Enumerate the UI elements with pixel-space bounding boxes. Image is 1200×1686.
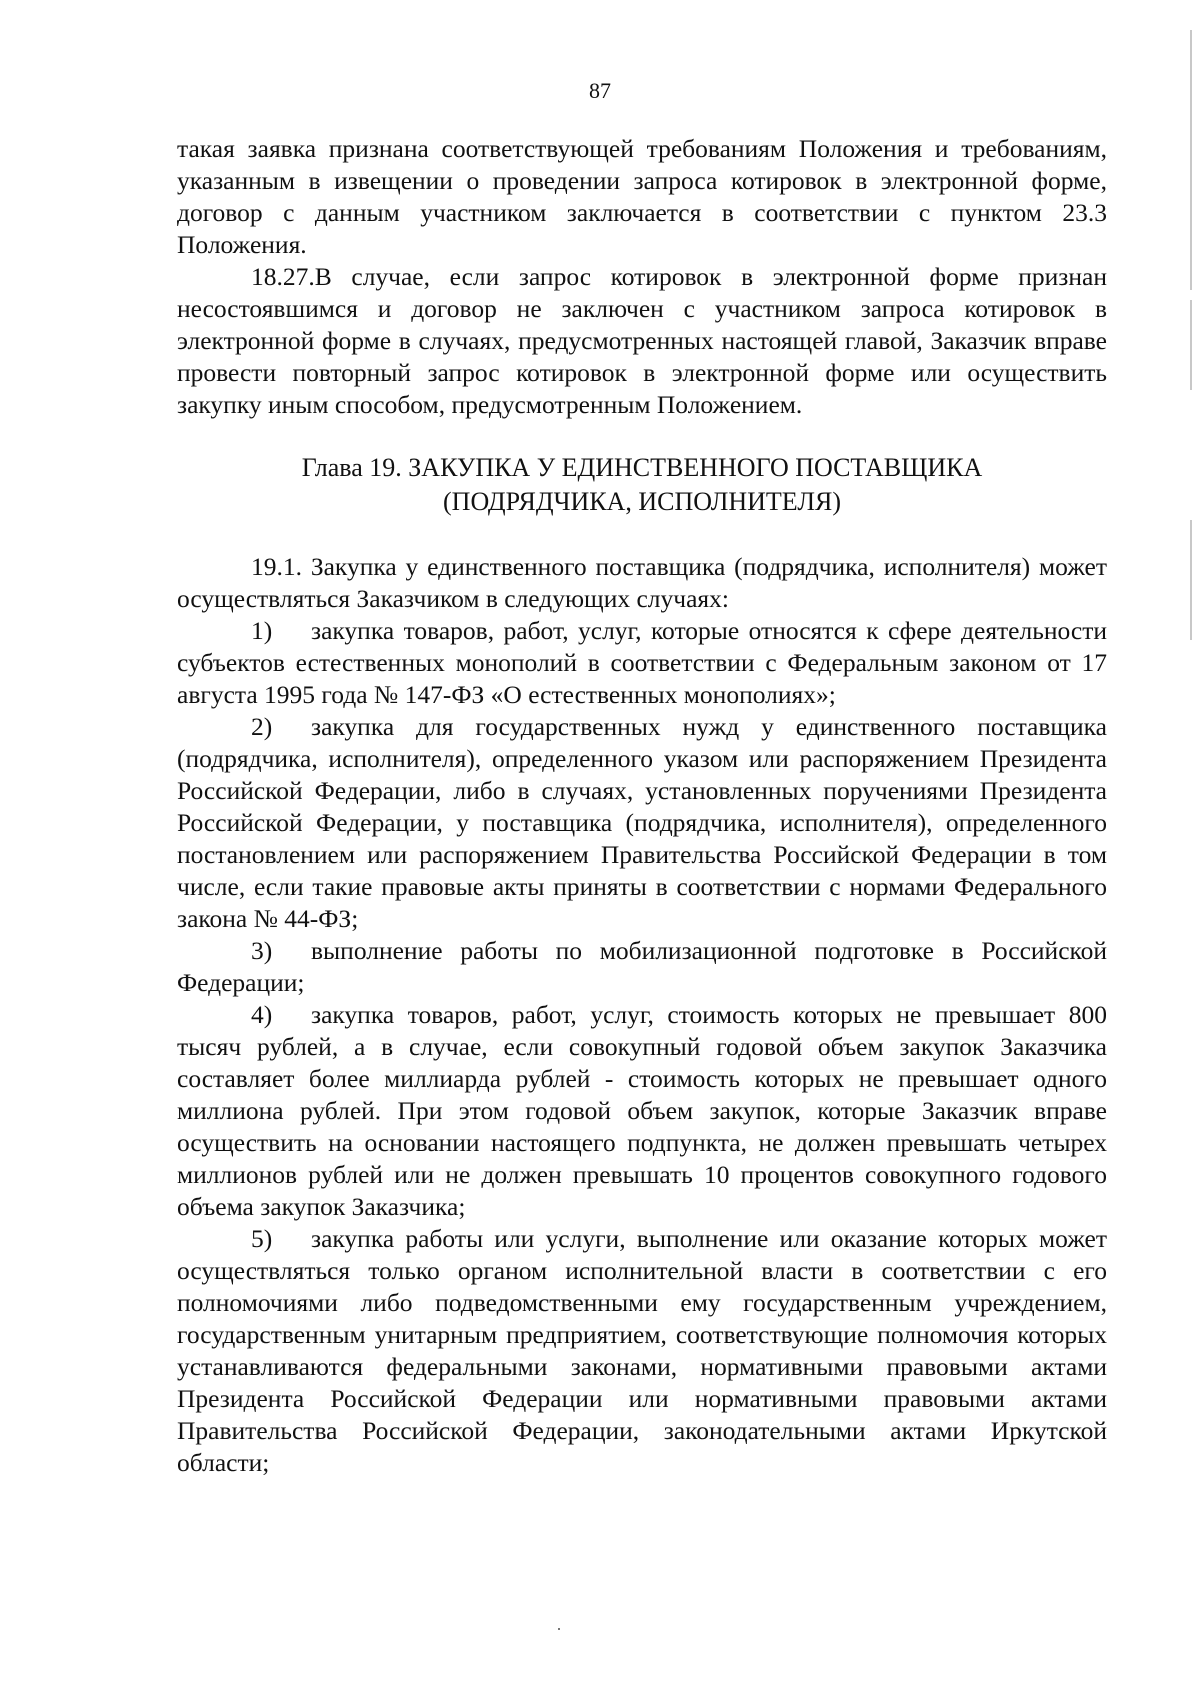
list-item-text: закупка работы или услуги, выполнение или оказание которых может осуществляться только органом исполнительной власти в соответствии с его полномочиями либо подведомственными ему государственным учреждением, государственным унитарным предприятием, соответствующие полномочия которых устанавливаются федеральными законами, нормативными правовыми актами Президента Российской Федерации или нормативными правовыми актами Правительства Российской Федерации, законодательными актами Иркутской области;	[177, 1224, 1107, 1477]
list-item-text: закупка товаров, работ, услуг, стоимость которых не превышает 800 тысяч рублей, а в случае, если совокупный годовой объем закупок Заказчика составляет более миллиарда рублей - стоимость которых не превышает одного миллиона рублей. При этом годовой объем закупок, которые Заказчик вправе осуществить на основании настоящего подпункта, не должен превышать четырех миллионов рублей или не должен превышать 10 процентов совокупного годового объема закупок Заказчика;	[177, 1000, 1107, 1221]
list-item-2	[177, 711, 1107, 935]
list-item-number: 2)	[251, 712, 273, 741]
list-item-number: 1)	[251, 616, 273, 645]
scan-speck	[558, 1628, 560, 1630]
chapter-heading-line-2: (ПОДРЯДЧИКА, ИСПОЛНИТЕЛЯ)	[443, 487, 841, 516]
chapter-heading	[177, 451, 1107, 519]
list-item-text: закупка товаров, работ, услуг, которые относятся к сфере деятельности субъектов естественных монополий в соответствии с Федеральным законом от 17 августа 1995 года № 147-ФЗ «О естественных монополиях»;	[177, 616, 1107, 709]
scan-edge-mark	[1190, 300, 1192, 390]
list-item-5	[177, 1223, 1107, 1479]
page-number: 87	[589, 78, 611, 103]
paragraph-continuation: такая заявка признана соответствующей требованиям Положения и требованиям, указанным в извещении о проведении запроса котировок в электронной форме, договор с данным участником заключается в соответствии с пунктом 23.3 Положения.	[177, 134, 1107, 259]
scan-edge-mark	[1190, 30, 1192, 290]
list-item-3	[177, 935, 1107, 999]
paragraph-18-27: 18.27.В случае, если запрос котировок в электронной форме признан несостоявшимся и договор не заключен с участником запроса котировок в электронной форме в случаях, предусмотренных настоящей главой, Заказчик вправе провести повторный запрос котировок в электронной форме или осуществить закупку иным способом, предусмотренным Положением.	[177, 262, 1107, 419]
document-body	[177, 133, 1107, 1479]
scan-edge-mark	[1190, 520, 1192, 640]
list-item-number: 3)	[251, 936, 273, 965]
list-item-number: 4)	[251, 1000, 273, 1029]
list-item-text: выполнение работы по мобилизационной подготовке в Российской Федерации;	[177, 936, 1107, 997]
list-item-number: 5)	[251, 1224, 273, 1253]
list-item-4	[177, 999, 1107, 1223]
chapter-heading-line-1: Глава 19. ЗАКУПКА У ЕДИНСТВЕННОГО ПОСТАВЩИКА	[301, 453, 983, 482]
list-item-text: закупка для государственных нужд у единственного поставщика (подрядчика, исполнителя), определенного указом или распоряжением Президента Российской Федерации, либо в случаях, установленных поручениями Президента Российской Федерации, у поставщика (подрядчика, исполнителя), определенного постановлением или распоряжением Правительства Российской Федерации в том числе, если такие правовые акты приняты в соответствии с нормами Федерального закона № 44-ФЗ;	[177, 712, 1107, 933]
paragraph-19-1: 19.1. Закупка у единственного поставщика (подрядчика, исполнителя) может осуществляться Заказчиком в следующих случаях:	[177, 552, 1107, 613]
list-item-1	[177, 615, 1107, 711]
